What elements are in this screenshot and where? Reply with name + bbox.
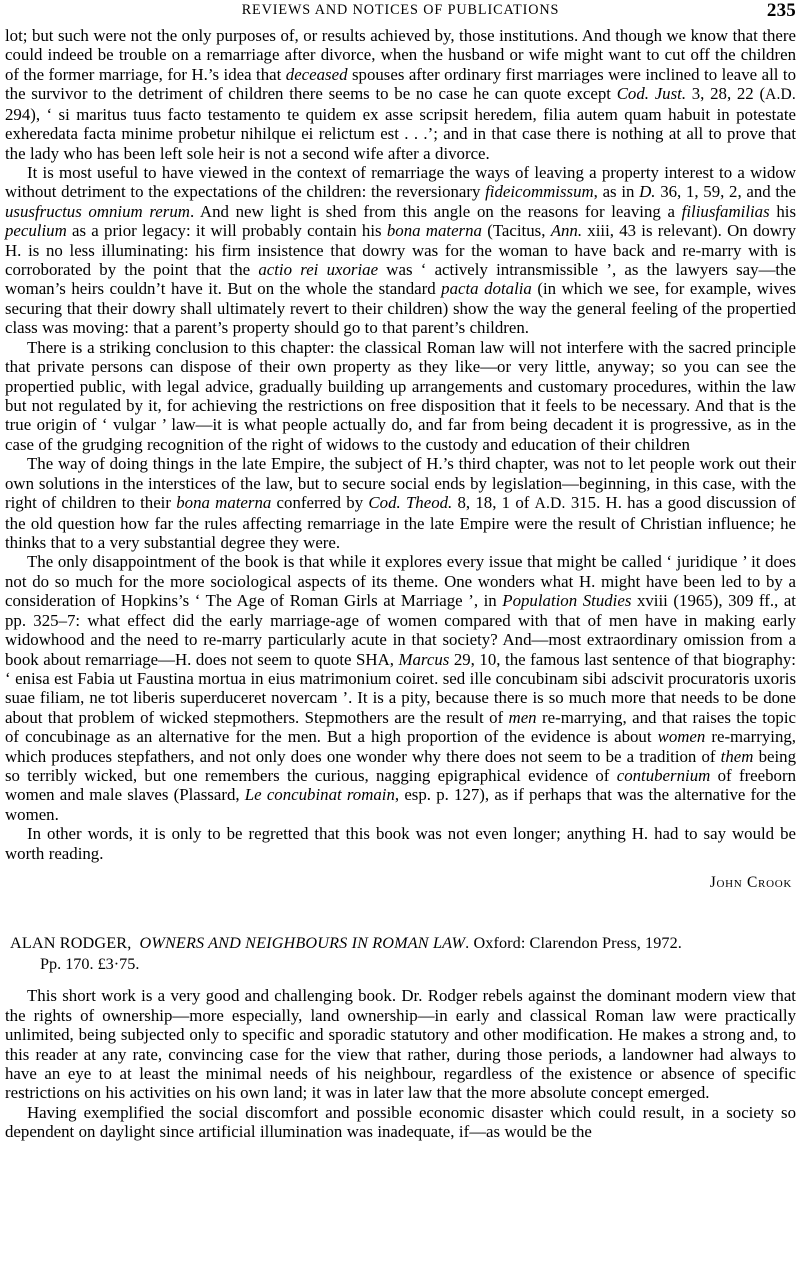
paragraph: [5, 552, 796, 824]
book-title: OWNERS AND NEIGHBOURS IN ROMAN LAW: [139, 934, 466, 953]
italic-phrase: ususfructus omnium rerum: [5, 201, 190, 221]
italic-phrase: bona materna: [386, 221, 482, 241]
italic-phrase: peculium: [5, 221, 67, 241]
italic-phrase: Le concubinat romain: [244, 785, 395, 805]
text-run: spouses after ordinary first marriages were inclined to leave all to the survivor to the detriment of children there seems to be no case he can quote except: [5, 64, 796, 104]
text-run: The way of doing things in the late Empire, the subject of H.’s third chapter, was not to let people work out their own solutions in the interstices of the law, but to secure social ends by legislation—beginning, in this case, with the right of children to their: [5, 454, 796, 513]
italic-phrase: pacta dotalia: [441, 279, 532, 299]
journal-page: [0, 2, 800, 1262]
text-column: [5, 26, 796, 1142]
italic-phrase: Cod. Theod.: [368, 493, 453, 513]
text-run: 315. H. has a good discussion of the old question how far the rules affecting remarriage in the late Empire were the result of Christian influence; he thinks that to a very substantial degree they were.: [5, 493, 796, 552]
italic-phrase: Population Studies: [502, 591, 632, 611]
text-run: The only disappointment of the book is that while it explores every issue that might be called ‘ juridique ’ it does not do so much for the more sociological aspects of its theme. One wonders what H. might have been led to by a consideration of Hopkins’s ‘ The Age of Roman Girls at Marriage ’, in: [5, 552, 796, 611]
italic-phrase: deceased: [285, 64, 348, 84]
text-run: xiii, 43 is relevant). On dowry H. is no less illuminating: his firm insistence that dowry was for the woman to have back and re-marry with is corroborated by the point that the: [5, 221, 796, 280]
text-run: This short work is a very good and challenging book. Dr. Rodger rebels against the dominant modern view that the rights of ownership—more especially, land ownership—in early and classical Roman law were practically unlimited, being subjected only to specific and sporadic statutory and other modification. He makes a strong and, to this reader at any rate, convincing case for the view that rather, during those periods, a landowner had always to have an eye to at least the minimal needs of his neighbour, regardless of the existence or absence of specific restrictions on his activities on his own land; it was in later law that the more absolute concept emerged.: [5, 986, 796, 1103]
paragraph: [5, 824, 796, 863]
text-run: 294), ‘ si maritus tuus facto testamento te quidem ex asse scripsit heredem, filia autem quam habuit in potestate exheredata facta minime probetur nihilque ei relictum est . . .’; and in that case there is nothing at all to prove that the lady who has been left sole heir is not a second wife after a divorce.: [5, 104, 796, 163]
text-run: conferred by: [271, 493, 369, 513]
review-one-body: [5, 26, 796, 863]
text-run: was ‘ actively intransmissible ’, as the lawyers say—the woman’s heirs couldn’t have it. But on the whole the standard: [5, 260, 796, 299]
book-imprint: . Oxford: Clarendon Press, 1972.: [465, 934, 682, 953]
text-run: It is most useful to have viewed in the context of remarriage the ways of leaving a property interest to a widow without detriment to the expectations of the children: the reversionary: [5, 162, 796, 202]
text-run: 3, 28, 22 (: [686, 84, 766, 104]
italic-phrase: filiusfamilias: [681, 201, 770, 221]
italic-phrase: women: [657, 727, 706, 747]
book-author: ALAN RODGER,: [10, 934, 132, 953]
review-signature: John Crook: [709, 874, 792, 892]
text-run: (Tacitus,: [481, 221, 551, 241]
text-run: 29, 10, the famous last sentence of that biography: ‘ enisa est Fabia ut Faustina mortua in eius matrimonium coiret. sed ille concubinam sibi adscivit procuratoris uxoris suae filiam, ne tot liberis superduceret novercam ’. It is a pity, because there is so much more that needs to be done about that problem of wicked stepmothers. Stepmothers are the result of: [5, 649, 796, 727]
text-run: 8, 18, 1 of: [452, 493, 535, 513]
text-run: 36, 1, 59, 2, and the: [655, 182, 796, 202]
text-run: re-marrying, and that raises the topic of concubinage as an alternative for the men. But a high proportion of the evidence is about: [5, 707, 796, 747]
small-caps-phrase: A.D.: [765, 86, 796, 104]
small-caps-phrase: A.D.: [534, 495, 566, 513]
running-head: [5, 2, 796, 26]
review-two-body: [5, 986, 796, 1141]
text-run: lot; but such were not the only purposes of, or results achieved by, those institutions. And though we know that there could indeed be trouble on a remarriage after divorce, when the husband or wife might want to cut off the children of the former marriage, for H.’s idea that: [5, 26, 796, 84]
text-run: Having exemplified the social discomfort and possible economic disaster which could result, in a society so dependent on daylight since artificial illumination was inadequate, if—as would be the: [5, 1102, 796, 1142]
text-run: There is a striking conclusion to this chapter: the classical Roman law will not interfere with the sacred principle that private persons can dispose of their own property as they like—or very little, anyway; so you can see the propertied public, with legal advice, gradually building up arrangements and customary procedures, within the law but not regulated by it, for achieving the restrictions on free disposition that it feels to be necessary. And that is the true origin of ‘ vulgar ’ law—it is what people actually do, and far from being decadent it is progressive, as in the case of the grudging recognition of the right of widows to the custody and education of their children: [5, 337, 796, 454]
text-run: of freeborn women and male slaves (Plassard,: [5, 766, 797, 805]
paragraph: [5, 26, 796, 163]
text-run: , as in: [593, 182, 640, 202]
text-run: as a prior legacy: it will probably contain his: [66, 221, 387, 241]
paragraph: [5, 338, 796, 455]
italic-phrase: Marcus: [398, 649, 450, 669]
text-run: xviii (1965), 309 ff., at pp. 325–7: what effect did the early marriage-age of women compared with that of men have in making early widowhood and the need to re-marry particularly acute in that society? And—most extraordinary omission from a book about remarriage—H. does not seem to quote SHA,: [5, 591, 796, 669]
text-run: . And new light is shed from this angle on the reasons for leaving a: [189, 201, 682, 221]
italic-phrase: D.: [639, 182, 656, 202]
book-collation: Pp. 170. £3·75.: [40, 954, 140, 973]
text-run: his: [769, 201, 796, 221]
text-run: , esp. p. 127), as if perhaps that was the alternative for the women.: [5, 785, 796, 824]
italic-phrase: actio rei uxoriae: [258, 260, 379, 280]
text-run: being so terribly wicked, but one remembers the curious, nagging epigraphical evidence of: [5, 746, 796, 786]
running-head-title: REVIEWS AND NOTICES OF PUBLICATIONS: [241, 2, 560, 18]
text-run: re-marrying, which produces stepfathers, and not only does one wonder why there does not seem to be a tradition of: [5, 727, 797, 766]
italic-phrase: them: [720, 746, 754, 766]
italic-phrase: bona materna: [176, 493, 272, 513]
italic-phrase: Cod. Just.: [616, 84, 687, 104]
page-number: 235: [766, 0, 796, 21]
paragraph: [5, 1103, 796, 1142]
review-two-heading: [10, 934, 792, 974]
italic-phrase: contubernium: [616, 766, 711, 786]
italic-phrase: fideicommissum: [485, 182, 594, 202]
paragraph: [5, 454, 796, 552]
text-run: In other words, it is only to be regretted that this book was not even longer; anything H. had to say would be worth reading.: [5, 824, 796, 863]
italic-phrase: men: [508, 707, 537, 727]
paragraph: [5, 163, 796, 338]
text-run: (in which we see, for example, wives securing that their dowry shall ultimately revert to their children) show the way the general feeling of the propertied class was moving: that a parent’s property should go to that parent’s children.: [5, 279, 797, 338]
paragraph: [5, 986, 796, 1103]
italic-phrase: Ann.: [550, 221, 583, 241]
